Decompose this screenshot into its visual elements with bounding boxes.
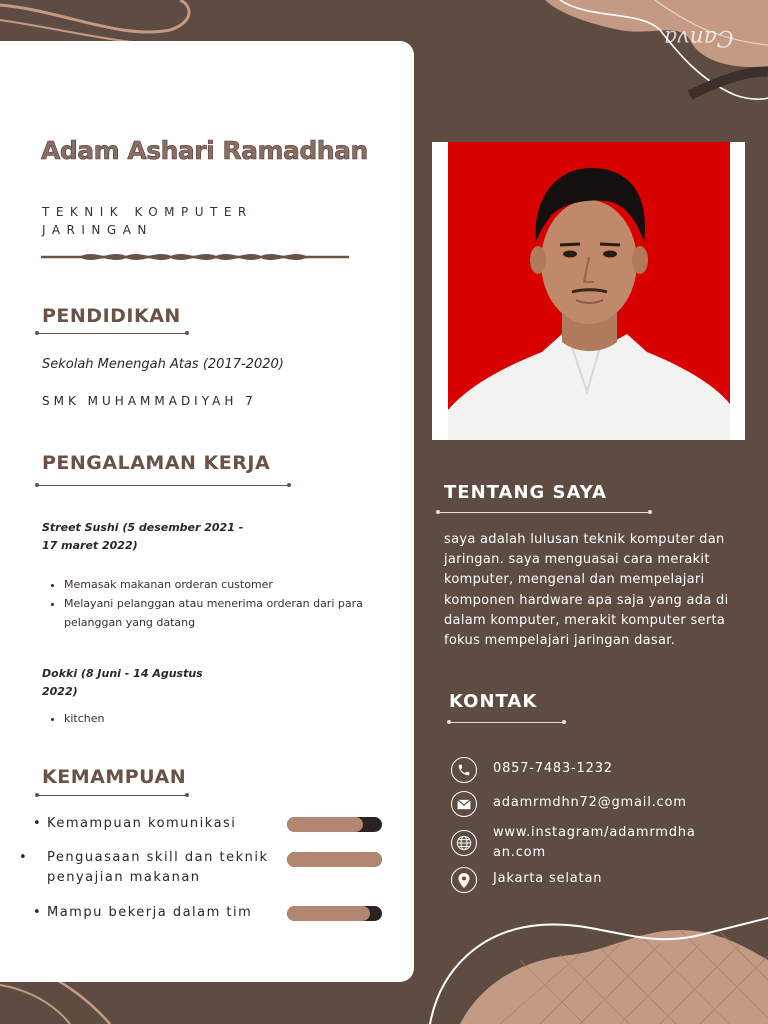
skill-label: Mampu bekerja dalam tim [47, 905, 253, 920]
skill-level-fill [287, 906, 370, 921]
contact-instagram: www.instagram/adamrmdhaan.com [493, 825, 696, 860]
list-item: • Memasak makanan orderan customer [64, 575, 364, 594]
skills-rule [37, 795, 187, 796]
email-icon [451, 791, 477, 817]
phone-icon [451, 757, 477, 783]
skill-level-fill [287, 852, 382, 867]
skill-level-fill [287, 817, 363, 832]
job-subtitle: TEKNIK KOMPUTER JARINGAN [42, 205, 253, 237]
contact-phone: 0857-7483-1232 [493, 761, 613, 776]
about-heading: TENTANG SAYA [444, 482, 607, 503]
list-item: • kitchen [64, 709, 264, 728]
skill-level-bar [287, 817, 382, 832]
contact-email: adamrmdhn72@gmail.com [493, 795, 687, 810]
job-title: Dokki (8 Juni - 14 Agustus 2022) [42, 667, 203, 698]
person-name: Adam Ashari Ramadhan [41, 136, 368, 165]
school-name: SMK MUHAMMADIYAH 7 [42, 394, 257, 408]
job-task-list [50, 709, 264, 728]
left-content-card [0, 41, 414, 982]
skill-level-bar [287, 852, 382, 867]
list-item: • Melayani pelanggan atau menerima orderan dari para pelanggan yang datang [64, 594, 364, 632]
skill-label: Penguasaan skill dan teknik penyajian makanan [47, 850, 269, 885]
experience-rule [37, 485, 289, 486]
about-rule [438, 512, 650, 513]
job-title: Street Sushi (5 desember 2021 - 17 maret 2022) [42, 521, 244, 552]
contact-location: Jakarta selatan [493, 871, 603, 886]
location-pin-icon [451, 867, 477, 893]
skill-item: • Mampu bekerja dalam tim [33, 905, 253, 920]
decorative-divider [41, 250, 349, 264]
education-rule [37, 333, 187, 334]
skill-item: • Kemampuan komunikasi [33, 816, 237, 831]
skill-label: Kemampuan komunikasi [47, 816, 237, 831]
education-heading: PENDIDIKAN [42, 305, 181, 327]
skills-heading: KEMAMPUAN [42, 766, 187, 788]
education-level: Sekolah Menengah Atas (2017-2020) [42, 357, 284, 372]
skill-level-bar [287, 906, 382, 921]
globe-icon [451, 830, 477, 856]
profile-photo [432, 142, 745, 440]
canva-watermark: Canva [664, 25, 734, 50]
experience-heading: PENGALAMAN KERJA [42, 452, 271, 474]
about-text: saya adalah lulusan teknik komputer dan jaringan. saya menguasai cara merakit komputer, mengenal dan mempelajari komponen hardware apa saja yang ada di dalam komputer, merakit komputer serta fokus mempelajari jaringan dasar. [444, 532, 729, 649]
contact-heading: KONTAK [449, 691, 538, 712]
contact-rule [449, 722, 564, 723]
skill-item: • Penguasaan skill dan teknik penyajian makanan [19, 850, 269, 885]
job-task-list [50, 575, 364, 632]
